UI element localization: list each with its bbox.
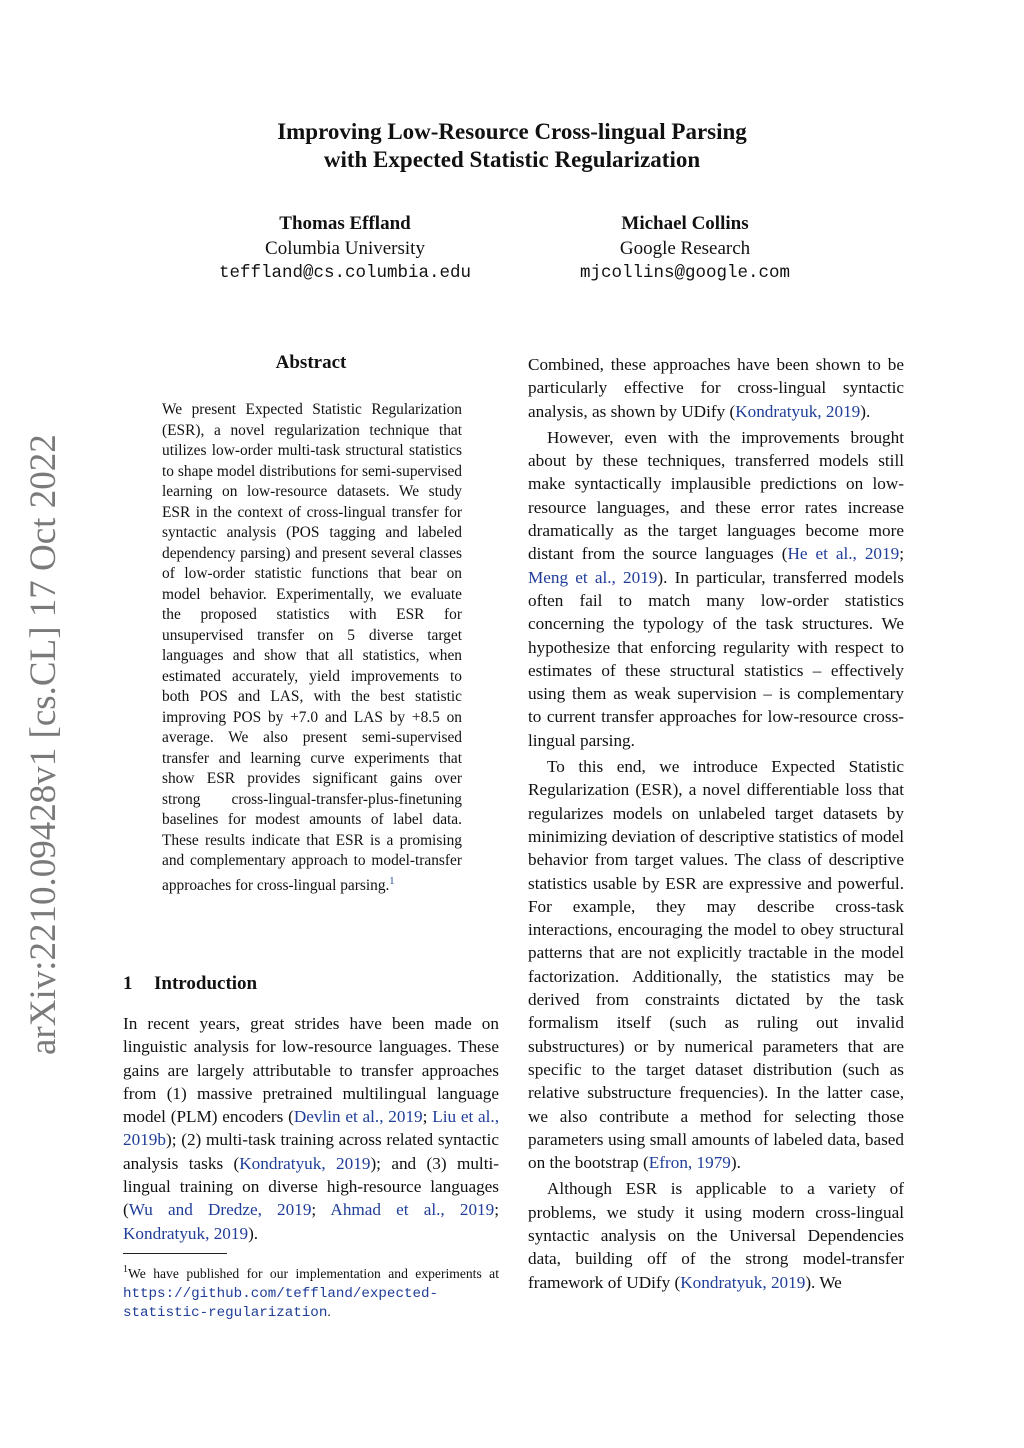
abstract-heading: Abstract <box>275 352 347 373</box>
text-run: ; <box>899 544 904 564</box>
paper-title <box>0 118 1024 174</box>
section-number: 1 <box>123 973 133 994</box>
paragraph <box>528 1177 904 1293</box>
citation-link[interactable]: Kondratyuk, 2019 <box>680 1272 806 1292</box>
citation-link[interactable]: Kondratyuk, 2019 <box>123 1223 249 1243</box>
title-line-2: with Expected Statistic Regularization <box>323 147 701 172</box>
footnote-marker[interactable]: 1 <box>389 875 395 887</box>
footnote-divider <box>123 1253 227 1254</box>
intro-paragraph-1 <box>123 1012 499 1245</box>
arxiv-stamp: arXiv:2210.09428v1 [cs.CL] 17 Oct 2022 <box>23 434 64 1055</box>
citation-link[interactable]: Kondratyuk, 2019 <box>239 1153 371 1173</box>
repository-link[interactable]: https://github.com/teffland/expected-statistic-regularization <box>123 1285 439 1321</box>
citation-link[interactable]: Meng et al., 2019 <box>528 567 658 587</box>
text-run: ; <box>494 1200 500 1220</box>
text-run: . <box>327 1304 331 1319</box>
text-run: To this end, we introduce Expected Statistic Regularization (ESR), a novel differentiable loss that regularizes models on unlabeled target datasets by minimizing deviation of descriptive statistics of model behavior from target values. The class of descriptive statistics usable by ESR are expressive and powerful. For example, they may describe cross-task interactions, encouraging the model to obey structural patterns that are not explicitly tractable in the model factorization. Additionally, the statistics may be derived from constraints dictated by the task formalism itself (such as ruling out invalid substructures) or by numerical parameters that are specific to the target dataset distribution (such as relative substructure frequencies). In the latter case, we also contribute a method for selecting those parameters using small amounts of labeled data, based on the bootstrap ( <box>528 757 904 1173</box>
footnote-1 <box>123 1261 499 1323</box>
text-run: ); and (3) multi-lingual training on diverse high-resource languages ( <box>123 1153 499 1220</box>
text-run: ). In particular, transferred models often fail to match many low-order statistics concerning the typology of the task structures. We hypothesize that enforcing regularity with respect to estimates of these structural statistics – effectively using them as weak supervision – is complementary to current transfer approaches for low-resource cross-lingual parsing. <box>528 567 904 750</box>
text-run: ); (2) multi-task training across related syntactic analysis tasks ( <box>123 1130 499 1173</box>
abstract-text <box>162 400 462 896</box>
text-run: In recent years, great strides have been made on linguistic analysis for low-resource languages. These gains are largely attributable to transfer approaches from (1) massive pretrained multilingual language model (PLM) encoders ( <box>123 1014 499 1127</box>
footnote-text: We have published for our implementation and experiments at <box>128 1266 499 1281</box>
text-run: ; <box>422 1107 433 1127</box>
citation-link[interactable]: Liu et al., 2019b <box>123 1107 499 1150</box>
author-block-1 <box>165 211 525 286</box>
author-name: Thomas Effland <box>279 213 411 234</box>
citation-link[interactable]: Wu and Dredze, 2019 <box>128 1200 312 1220</box>
paragraph <box>528 426 904 752</box>
author-email[interactable]: mjcollins@google.com <box>579 263 791 283</box>
right-column <box>528 353 904 1297</box>
abstract-body: We present Expected Statistic Regularization (ESR), a novel regularization technique that utilizes low-order multi-task structural statistics to shape model distributions for semi-supervised learning on low-resource datasets. We study ESR in the context of cross-lingual transfer for syntactic analysis (POS tagging and labeled dependency parsing) and present several classes of low-order statistic functions that bear on model behavior. Experimentally, we evaluate the proposed statistics with ESR for unsupervised transfer on 5 diverse target languages and show that all statistics, when estimated accurately, yield improvements to both POS and LAS, with the best statistic improving POS by +7.0 and LAS by +8.5 on average. We also present semi-supervised transfer and learning curve experiments that show ESR provides significant gains over strong cross-lingual-transfer-plus-finetuning baselines for modest amounts of label data. These results indicate that ESR is a promising and complementary approach to model-transfer approaches for cross-lingual parsing. <box>162 401 462 894</box>
footnote-number: 1 <box>123 1264 128 1275</box>
text-run: ). <box>860 401 871 421</box>
text-run: ). We <box>805 1272 842 1292</box>
author-block-2 <box>505 211 865 286</box>
text-run: However, even with the improvements brought about by these techniques, transferred models still make syntactically implausible predictions on low-resource languages, and these error rates increase dramatically as the target languages become more distant from the source languages ( <box>528 427 904 564</box>
title-line-1: Improving Low-Resource Cross-lingual Parsing <box>277 119 747 144</box>
section-heading-introduction <box>123 973 257 995</box>
citation-link[interactable]: He et al., 2019 <box>787 544 900 564</box>
section-title: Introduction <box>154 973 258 994</box>
citation-link[interactable]: Efron, 1979 <box>648 1153 731 1173</box>
author-name: Michael Collins <box>621 213 749 234</box>
text-run: ). <box>730 1153 741 1173</box>
citation-link[interactable]: Devlin et al., 2019 <box>293 1107 423 1127</box>
text-run: ). <box>248 1223 259 1243</box>
text-run: Combined, these approaches have been shown to be particularly effective for cross-lingual syntactic analysis, as shown by UDify ( <box>528 355 904 421</box>
author-affiliation: Google Research <box>619 238 751 259</box>
paragraph <box>528 353 904 423</box>
text-run: ; <box>311 1200 331 1220</box>
citation-link[interactable]: Ahmad et al., 2019 <box>330 1200 495 1220</box>
text-run: Although ESR is applicable to a variety of problems, we study it using modern cross-lingual syntactic analysis on the Universal Dependencies data, building off of the strong model-transfer framework of UDify ( <box>528 1179 904 1292</box>
citation-link[interactable]: Kondratyuk, 2019 <box>735 401 861 421</box>
author-email[interactable]: teffland@cs.columbia.edu <box>218 263 472 283</box>
author-affiliation: Columbia University <box>265 238 425 259</box>
paragraph <box>528 755 904 1174</box>
